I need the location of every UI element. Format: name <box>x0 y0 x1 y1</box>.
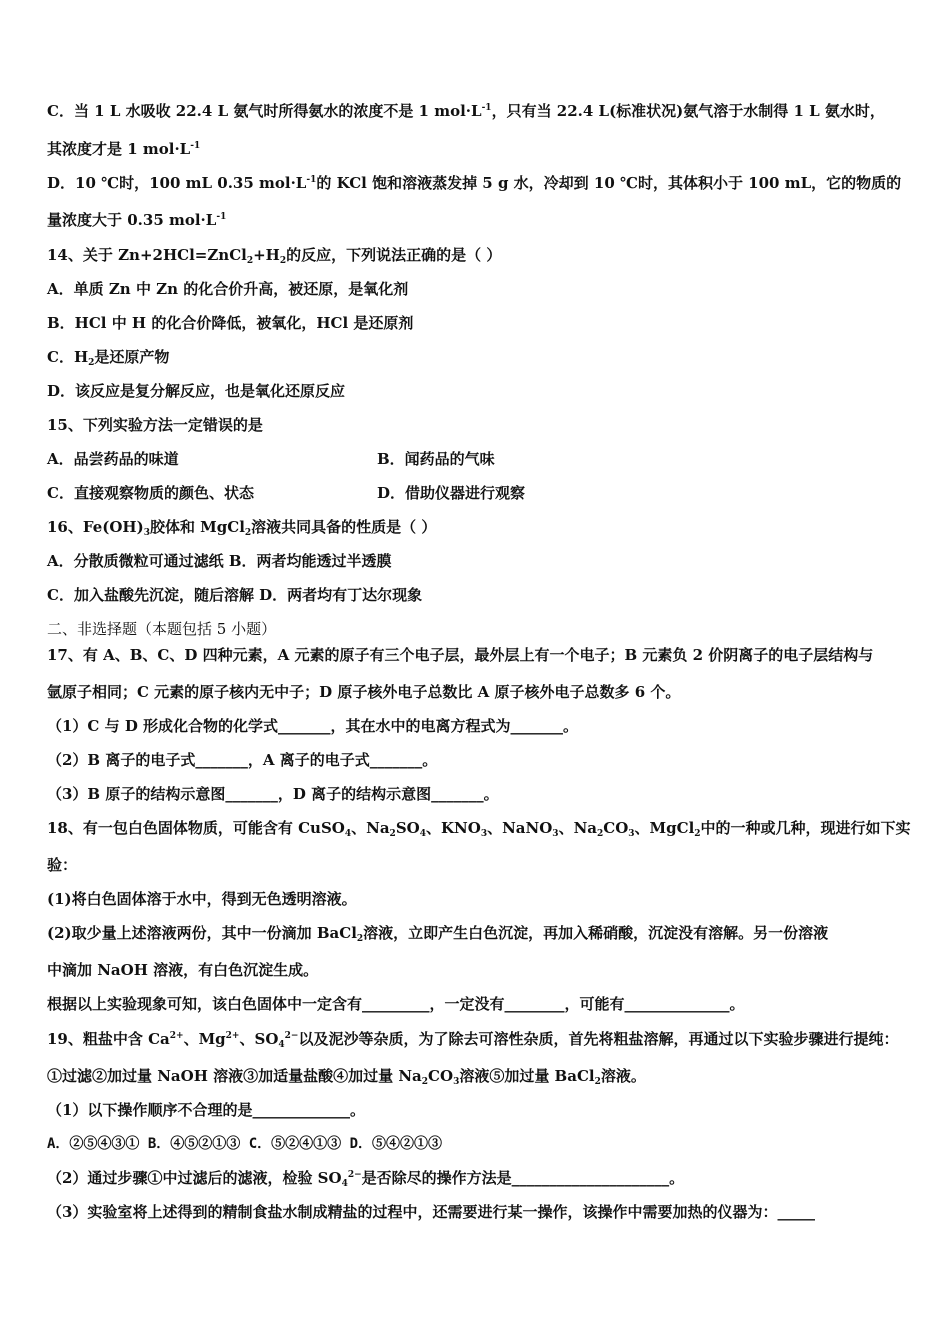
q15-option-b: B．闻药品的气味 <box>377 450 495 468</box>
q13-option-c-line2: 其浓度才是 1 $mol\cdot L^{-1}$ <box>47 140 201 158</box>
q17-stem-line2: 氩原子相同；C 元素的原子核内无中子；D 原子核外电子总数比 A 原子核外电子总数多 6 个。 <box>47 683 681 701</box>
q17-part3: （3）B 原子的结构示意图_______，D 离子的结构示意图_______。 <box>47 785 499 803</box>
section-heading: 二、非选择题（本题包括 5 小题） <box>47 620 277 638</box>
q17-part2: （2）B 离子的电子式_______，A 离子的电子式_______。 <box>47 751 438 769</box>
q19-steps: ①过滤②加过量 NaOH 溶液③加适量盐酸④加过量 $Na_2CO_3$溶液⑤加过量 BaCl$_2$溶液。 <box>47 1067 646 1087</box>
q18-stem-line2: 验： <box>47 856 78 874</box>
q19-stem: 19、粗盐中含 $Ca^{2+}$、$Mg^{2+}$、$SO_4^{2-}$以及泥沙等杂质，为了除去可溶性杂质，首先将粗盐溶解，再通过以下实验步骤进行提纯： <box>47 1030 899 1050</box>
q14-option-d: D．该反应是复分解反应，也是氧化还原反应 <box>47 382 346 400</box>
q18-stem-line1: 18、有一包白色固体物质，可能含有 CuSO$_4$、$Na_2SO_4$、$KNO_3$、NaNO$_3$、$Na_2CO_3$、MgCl$_2$中的一种或几种，现进行如下实 <box>47 819 911 839</box>
q15-options-row2 <box>47 483 526 503</box>
q15-options-row1 <box>47 449 495 469</box>
q19-part1-options: A．②⑤④③① B．④⑤②①③ C．⑤②④①③ D．⑤④②①③ <box>47 1136 442 1152</box>
q14-option-a: A．单质 Zn 中 Zn 的化合价升高，被还原，是氧化剂 <box>47 280 409 298</box>
q15-option-c: C．直接观察物质的颜色、状态 <box>47 484 254 502</box>
q18-conclusion: 根据以上实验现象可知，该白色固体中一定含有_________，一定没有________，可能有______________。 <box>47 995 745 1013</box>
q18-step2-line1: (2)取少量上述溶液两份，其中一份滴加 BaCl$_2$溶液，立即产生白色沉淀，再加入稀硝酸，沉淀没有溶解。另一份溶液 <box>47 924 829 944</box>
q13-option-d-line1: D．10 ℃时，100 mL 0.35 $mol\cdot L^{-1}$的 KCl 饱和溶液蒸发掉 5 g 水，冷却到 10 ℃时，其体积小于 100 mL，它的物质的 <box>47 174 902 192</box>
q15-stem: 15、下列实验方法一定错误的是 <box>47 416 263 434</box>
q16-options-cd: C．加入盐酸先沉淀，随后溶解 D．两者均有丁达尔现象 <box>47 586 423 604</box>
q19-part2: （2）通过步骤①中过滤后的滤液，检验 $SO_4^{2-}$是否除尽的操作方法是_____________________。 <box>47 1169 685 1189</box>
q19-part3: （3）实验室将上述得到的精制食盐水制成精盐的过程中，还需要进行某一操作，该操作中需要加热的仪器为：_____ <box>47 1203 815 1221</box>
q17-part1: （1）C 与 D 形成化合物的化学式_______，其在水中的电离方程式为_______。 <box>47 717 579 735</box>
q13-option-d-line2: 量浓度大于 0.35 $mol\cdot L^{-1}$ <box>47 211 227 229</box>
q15-option-a: A．品尝药品的味道 <box>47 450 179 468</box>
q13-option-c-line1: C．当 1 L 水吸收 22.4 L 氨气时所得氨水的浓度不是 1 $mol\cdot L^{-1}$，只有当 22.4 L(标准状况)氨气溶于水制得 1 L 氨水时， <box>47 102 885 120</box>
q16-options-ab: A．分散质微粒可通过滤纸 B．两者均能透过半透膜 <box>47 552 392 570</box>
q18-step2-line2: 中滴加 NaOH 溶液，有白色沉淀生成。 <box>47 961 319 979</box>
q19-part1: （1）以下操作顺序不合理的是_____________。 <box>47 1101 365 1119</box>
q18-step1: (1)将白色固体溶于水中，得到无色透明溶液。 <box>47 890 357 908</box>
q17-stem-line1: 17、有 A、B、C、D 四种元素，A 元素的原子有三个电子层，最外层上有一个电子；B 元素负 2 价阴离子的电子层结构与 <box>47 646 874 664</box>
q14-option-c: C．$H_2$是还原产物 <box>47 348 170 368</box>
q15-option-d: D．借助仪器进行观察 <box>377 484 526 502</box>
q14-option-b: B．HCl 中 H 的化合价降低，被氧化，HCl 是还原剂 <box>47 314 414 332</box>
q16-stem: 16、$Fe(OH)_3$胶体和 MgCl$_2$溶液共同具备的性质是（ ） <box>47 518 437 538</box>
q14-stem: 14、关于 $Zn+2HCl=ZnCl_2+H_2$的反应，下列说法正确的是（ ） <box>47 246 502 266</box>
